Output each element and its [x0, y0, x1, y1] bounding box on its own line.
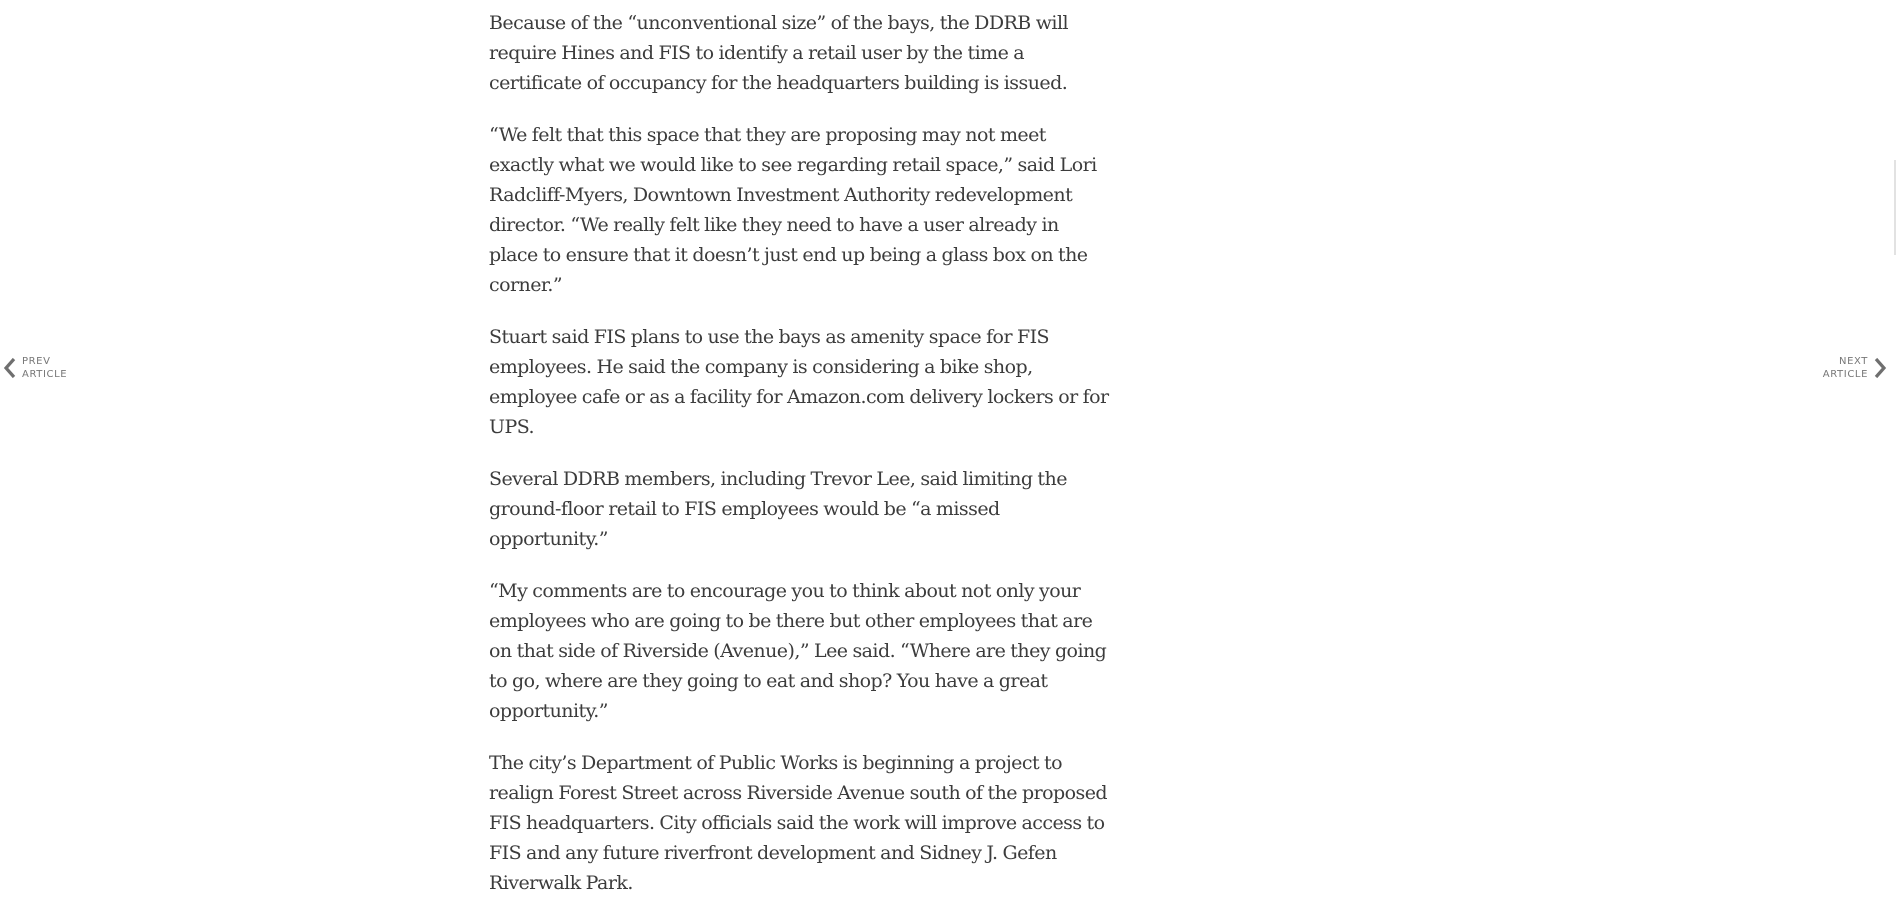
article-body	[489, 8, 1109, 920]
prev-label-line2: ARTICLE	[22, 369, 68, 380]
next-article-link[interactable]	[1823, 355, 1888, 381]
article-paragraph: “We felt that this space that they are proposing may not meet exactly what we would like to see regarding retail space,” said Lori Radcliff-Myers, Downtown Investment Authority redevelopment director. “We really felt like they need to have a user already in place to ensure that it doesn’t just end up being a glass box on the corner.”	[489, 124, 1097, 296]
article-paragraph: “My comments are to encourage you to think about not only your employees who are going to be there but other employees that are on that side of Riverside (Avenue),” Lee said. “Where are they going to go, where are they going to eat and shop? You have a great opportunity.”	[489, 580, 1107, 722]
article-paragraph: Stuart said FIS plans to use the bays as amenity space for FIS employees. He said the company is considering a bike shop, employee cafe or as a facility for Amazon.com delivery lockers or for UPS.	[489, 326, 1109, 438]
next-label-line2: ARTICLE	[1822, 369, 1868, 380]
prev-article-label	[22, 355, 67, 381]
prev-article-link[interactable]	[2, 355, 67, 381]
next-article-label	[1823, 355, 1868, 381]
article-paragraph: Because of the “unconventional size” of the bays, the DDRB will require Hines and FIS to identify a retail user by the time a certificate of occupancy for the headquarters building is issued.	[489, 12, 1068, 94]
chevron-right-icon	[1868, 356, 1888, 380]
article-paragraph: The city’s Department of Public Works is beginning a project to realign Forest Street across Riverside Avenue south of the proposed FIS headquarters. City officials said the work will improve access to FIS and any future riverfront development and Sidney J. Gefen Riverwalk Park.	[489, 752, 1108, 894]
article-paragraph: Several DDRB members, including Trevor Lee, said limiting the ground-floor retail to FIS employees would be “a missed opportunity.”	[489, 468, 1067, 550]
next-label-line1: NEXT	[1839, 356, 1868, 367]
chevron-left-icon	[2, 356, 22, 380]
prev-label-line1: PREV	[22, 356, 51, 367]
